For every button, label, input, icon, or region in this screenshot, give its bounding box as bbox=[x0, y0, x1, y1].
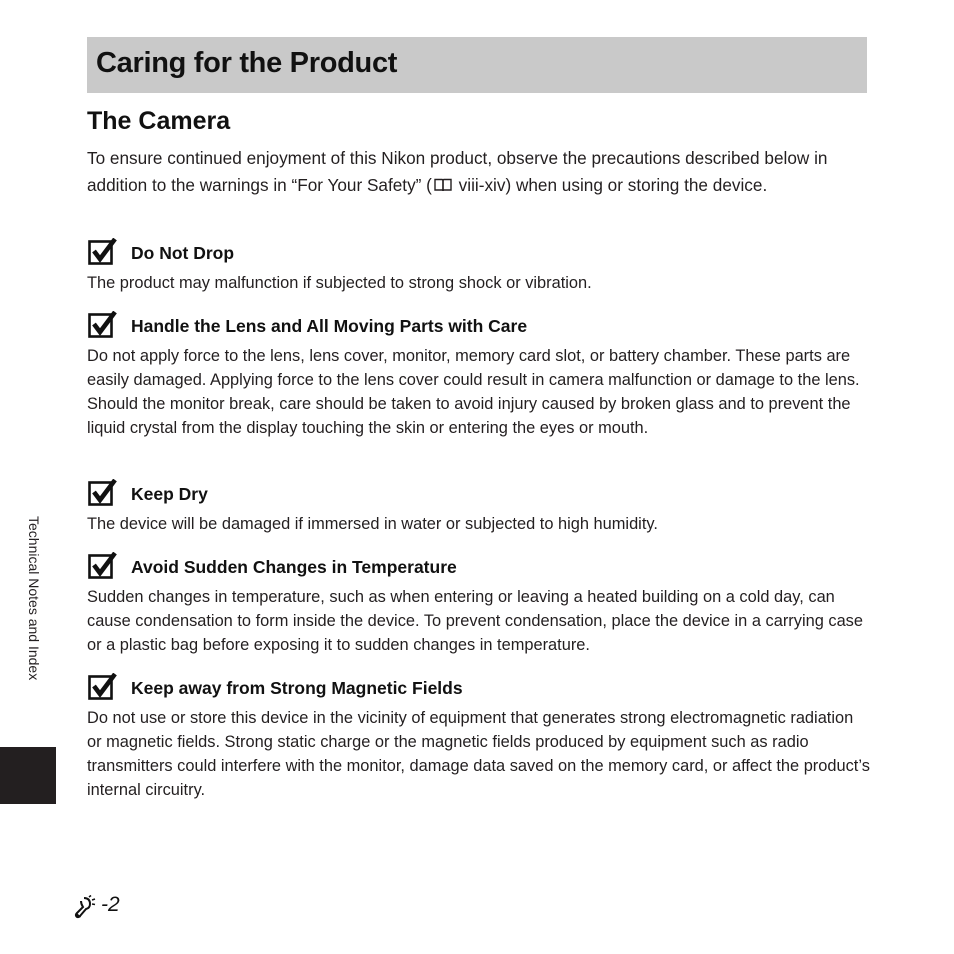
page-number-text: -2 bbox=[101, 893, 120, 916]
title-bar bbox=[87, 37, 867, 93]
side-tab-marker bbox=[0, 747, 56, 804]
note-title: Keep Dry bbox=[131, 484, 208, 504]
check-caution-icon bbox=[88, 479, 118, 507]
side-tab-label bbox=[22, 516, 42, 736]
note-body: Do not apply force to the lens, lens cover, monitor, memory card slot, or battery chamber. These parts are easily damaged. Applying force to the lens cover could result in camera malfunction or damage to the lens. Should the monitor break, care should be taken to avoid injury caused by broken glass and to prevent the liquid crystal from the display touching the skin or entering the eyes or mouth. bbox=[87, 347, 860, 437]
note-title: Avoid Sudden Changes in Temperature bbox=[131, 557, 457, 577]
note-title: Handle the Lens and All Moving Parts with Care bbox=[131, 316, 528, 336]
note-body: Do not use or store this device in the vicinity of equipment that generates strong electromagnetic radiation or magnetic fields. Strong static charge or the magnetic fields produced by equipment such as radio transmitters could interfere with the monitor, damage data saved on the memory card, or affect the product’s internal circuitry. bbox=[87, 709, 870, 799]
check-caution-icon bbox=[88, 552, 118, 580]
note-title: Keep away from Strong Magnetic Fields bbox=[131, 678, 463, 698]
note-avoid-temperature bbox=[87, 552, 872, 657]
section-title: The Camera bbox=[87, 107, 231, 135]
note-body: The product may malfunction if subjected to strong shock or vibration. bbox=[87, 274, 592, 292]
note-magnetic-fields bbox=[87, 673, 872, 802]
technical-notes-icon bbox=[74, 895, 100, 919]
note-title: Do Not Drop bbox=[131, 243, 235, 263]
check-caution-icon bbox=[88, 311, 118, 339]
book-reference-icon bbox=[434, 178, 452, 192]
note-keep-dry bbox=[87, 479, 872, 536]
note-handle-lens bbox=[87, 311, 872, 440]
intro-paragraph bbox=[87, 145, 872, 198]
side-tab-text: Technical Notes and Index bbox=[26, 516, 42, 681]
note-do-not-drop bbox=[87, 238, 872, 295]
check-caution-icon bbox=[88, 238, 118, 266]
check-caution-icon bbox=[88, 673, 118, 701]
intro-text-start: To ensure continued enjoyment of this Nikon product, observe the precautions described below in addition to the warnings in “For Your Safety” ( bbox=[87, 148, 828, 195]
page-title: Caring for the Product bbox=[96, 47, 398, 79]
intro-text-end: viii-xiv) when using or storing the device. bbox=[453, 174, 768, 195]
note-body: Sudden changes in temperature, such as when entering or leaving a heated building on a cold day, can cause condensation to form inside the device. To prevent condensation, place the device in a carrying case or a plastic bag before exposing it to sudden changes in temperature. bbox=[87, 588, 863, 654]
note-body: The device will be damaged if immersed in water or subjected to high humidity. bbox=[87, 515, 658, 533]
